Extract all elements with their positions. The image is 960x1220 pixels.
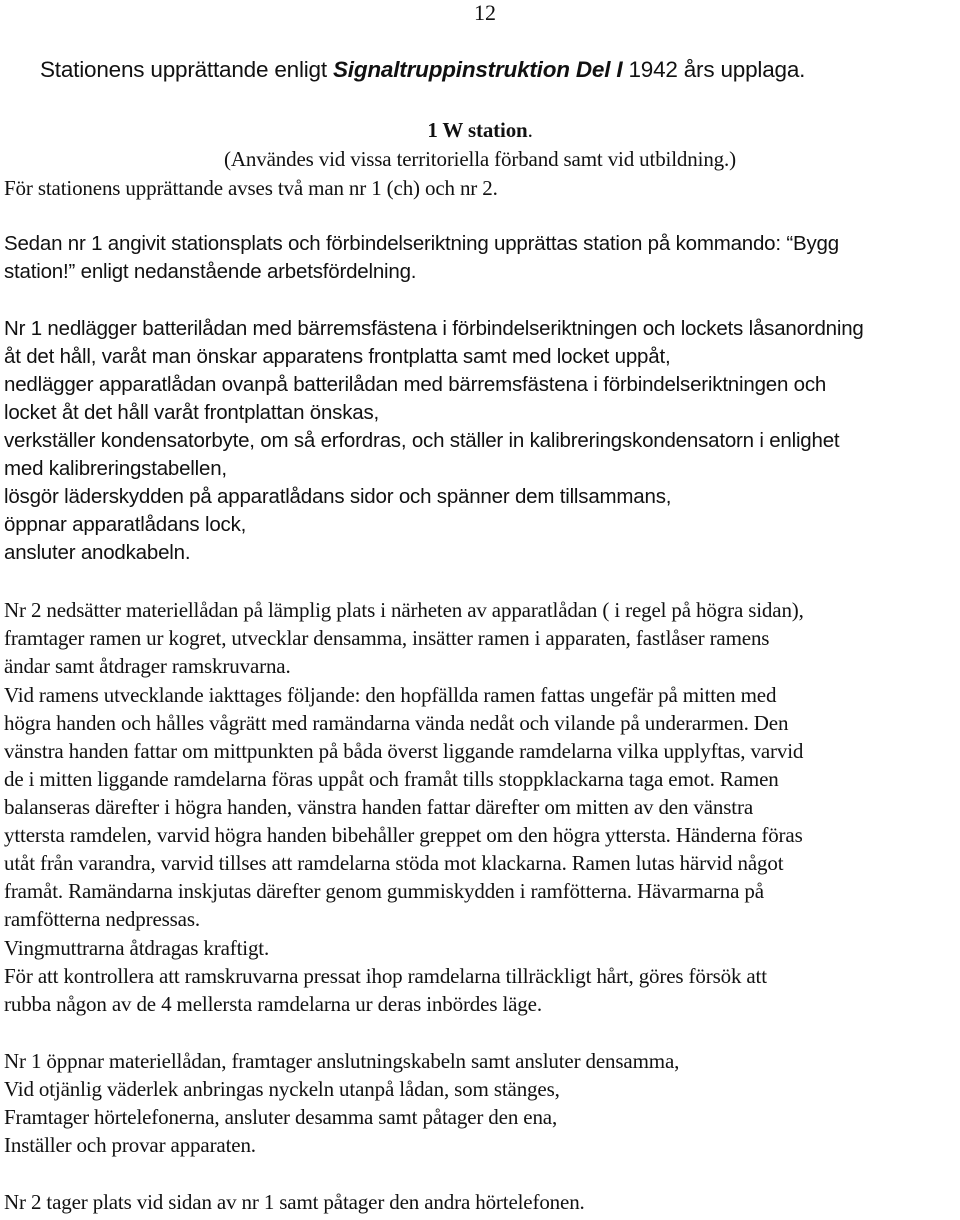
paragraph-line: framtager ramen ur kogret, utvecklar densamma, insätter ramen i apparaten, fastlåser ramens (4, 626, 770, 650)
paragraph-line: Nr 2 nedsätter materiellådan på lämplig plats i närheten av apparatlådan ( i regel på högra sidan), (4, 598, 804, 622)
paragraph-line: nedlägger apparatlådan ovanpå batterilådan med bärremsfästena i förbindelseriktningen och (4, 373, 827, 396)
paragraph-line: ramfötterna nedpressas. (4, 907, 200, 931)
title-emphasis: Signaltruppinstruktion Del I (332, 57, 623, 82)
paragraph-line: utåt från varandra, varvid tillses att ramdelarna stöda mot klackarna. Ramen lutas härvid något (4, 851, 784, 875)
paragraph-line: vänstra handen fattar om mittpunkten på båda överst liggande ramdelarna vilka upplyftas, varvid (4, 739, 804, 763)
paragraph-line: Nr 1 nedlägger batterilådan med bärremsfästena i förbindelseriktningen och lockets låsanordning (4, 317, 864, 340)
station-heading-bold: 1 W station (427, 118, 528, 142)
station-heading-rest: . (527, 118, 533, 142)
crew-note: För stationens upprättande avses två man nr 1 (ch) och nr 2. (4, 176, 498, 200)
paragraph-line: yttersta ramdelen, varvid högra handen bibehåller greppet om den högra yttersta. Händerna föras (4, 823, 803, 847)
paragraph-line: Vingmuttrarna åtdragas kraftigt. (4, 936, 270, 960)
paragraph-line: Vid ramens utvecklande iakttages följande: den hopfällda ramen fattas ungefär på mitten med (4, 683, 777, 707)
title-prefix: Stationens upprättande enligt (40, 57, 333, 82)
page-number: 12 (474, 0, 496, 25)
paragraph-line: Nr 2 tager plats vid sidan av nr 1 samt påtager den andra hörtelefonen. (4, 1190, 585, 1214)
document-title (40, 57, 954, 83)
paragraph-line: locket åt det håll varåt frontplattan önskas, (4, 401, 380, 424)
paragraph-line: lösgör läderskydden på apparatlådans sidor och spänner dem tillsammans, (4, 485, 672, 508)
paragraph-line: verkställer kondensatorbyte, om så erfordras, och ställer in kalibreringskondensatorn i enlighet (4, 429, 840, 452)
paragraph-line: de i mitten liggande ramdelarna föras uppåt och framåt tills stoppklackarna taga emot. Ramen (4, 767, 779, 791)
paragraph-line: åt det håll, varåt man önskar apparatens frontplatta samt med locket uppåt, (4, 345, 671, 368)
paragraph-line: ansluter anodkabeln. (4, 541, 191, 564)
paragraph-line: Sedan nr 1 angivit stationsplats och förbindelseriktning upprättas station på kommando: “Bygg (4, 232, 839, 255)
paragraph-line: För att kontrollera att ramskruvarna pressat ihop ramdelarna tillräckligt hårt, göres försök att (4, 964, 767, 988)
paragraph-line: öppnar apparatlådans lock, (4, 513, 247, 536)
paragraph-line: med kalibreringstabellen, (4, 457, 227, 480)
paragraph-line: framåt. Ramändarna inskjutas därefter genom gummiskydden i ramfötterna. Hävarmarna på (4, 879, 764, 903)
station-heading (0, 117, 960, 143)
paragraph-line: högra handen och hålles vågrätt med ramändarna vända nedåt och vilande på underarmen. Den (4, 711, 789, 735)
paragraph-line: Vid otjänlig väderlek anbringas nyckeln utanpå lådan, som stänges, (4, 1077, 560, 1101)
paragraph-line: station!” enligt nedanstående arbetsfördelning. (4, 260, 417, 283)
paragraph-line: Framtager hörtelefonerna, ansluter desamma samt påtager den ena, (4, 1105, 558, 1129)
usage-note: (Användes vid vissa territoriella förband samt vid utbildning.) (224, 147, 736, 171)
title-suffix: 1942 års upplaga. (622, 57, 806, 82)
paragraph-line: balanseras därefter i högra handen, vänstra handen fattar därefter om mitten av den vänstra (4, 795, 754, 819)
paragraph-line: Inställer och provar apparaten. (4, 1133, 256, 1157)
paragraph-line: rubba någon av de 4 mellersta ramdelarna ur deras inbördes läge. (4, 992, 542, 1016)
paragraph-line: ändar samt åtdrager ramskruvarna. (4, 654, 291, 678)
paragraph-line: Nr 1 öppnar materiellådan, framtager anslutningskabeln samt ansluter densamma, (4, 1049, 680, 1073)
